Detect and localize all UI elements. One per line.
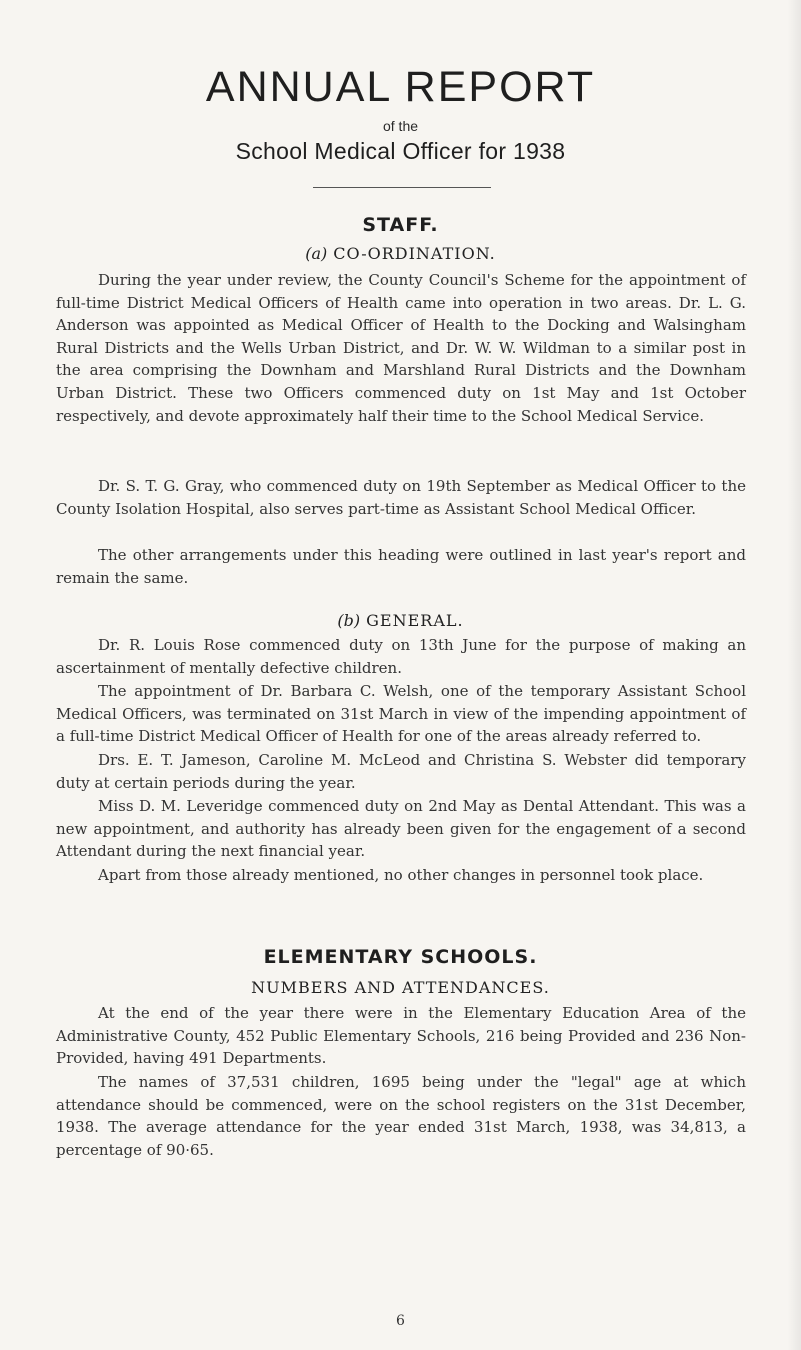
subheading-numbers-attendances: NUMBERS AND ATTENDANCES. — [251, 978, 550, 997]
report-title-connector: of the — [382, 118, 419, 134]
paragraph-temporary-duty: Drs. E. T. Jameson, Caroline M. McLeod and Christina S. Webster did temporary duty at certain periods during the year. — [56, 751, 746, 792]
subheading-general — [0, 611, 801, 630]
subheading-general-label: GENERAL. — [366, 611, 464, 630]
page-number: 6 — [396, 1313, 405, 1329]
paragraph-district-officers: During the year under review, the County Council's Scheme for the appointment of full-time District Medical Officers of Health came into operation in two areas. Dr. L. G. Anderson was appointed as Medical Officer of Health to the Docking and Walsingham Rural Districts and the Wells Urban District, and Dr. W. W. Wildman to a similar post in the area comprising the Downham and Marshland Rural Districts and the Downham Urban District. These two Officers commenced duty on 1st May and 1st October respectively, and devote approximately half their time to the School Medical Service. — [56, 271, 746, 425]
report-title: ANNUAL REPORT — [205, 63, 596, 111]
paragraph-school-counts: At the end of the year there were in the Elementary Education Area of the Administrative County, 452 Public Elementary Schools, 216 being Provided and 236 Non-Provided, having 491 Departments. — [56, 1004, 746, 1068]
subheading-coordination-label: CO-ORDINATION. — [333, 244, 496, 263]
paragraph-registers-attendance: The names of 37,531 children, 1695 being under the "legal" age at which attendance should be commenced, were on the school registers on the 31st December, 1938. The average attendance for the year ended 31st March, 1938, was 34,813, a percentage of 90·65. — [56, 1073, 746, 1159]
paragraph-other-arrangements: The other arrangements under this heading were outlined in last year's report and remain the same. — [56, 546, 746, 587]
subheading-marker-b: (b) — [337, 611, 361, 630]
section-heading-staff: STAFF. — [362, 214, 439, 236]
paragraph-welsh-termination: The appointment of Dr. Barbara C. Welsh, one of the temporary Assistant School Medical Officers, was terminated on 31st March in view of the impending appointment of a full-time District Medical Officer of Health for one of the areas already referred to. — [56, 682, 746, 746]
page-edge-shadow — [787, 0, 801, 1350]
title-divider — [313, 187, 491, 188]
report-subtitle: School Medical Officer for 1938 — [235, 138, 566, 164]
section-heading-elementary-schools: ELEMENTARY SCHOOLS. — [263, 946, 538, 968]
paragraph-mental-ascertainment: Dr. R. Louis Rose commenced duty on 13th June for the purpose of making an ascertainment of mentally defective children. — [56, 636, 746, 677]
paragraph-no-other-changes: Apart from those already mentioned, no other changes in personnel took place. — [98, 866, 704, 884]
subheading-marker-a: (a) — [305, 244, 328, 263]
paragraph-isolation-hospital: Dr. S. T. G. Gray, who commenced duty on 19th September as Medical Officer to the County Isolation Hospital, also serves part-time as Assistant School Medical Officer. — [56, 477, 746, 518]
subheading-coordination — [0, 244, 801, 263]
paragraph-dental-attendant: Miss D. M. Leveridge commenced duty on 2nd May as Dental Attendant. This was a new appointment, and authority has already been given for the engagement of a second Attendant during the next financial year. — [56, 797, 746, 861]
